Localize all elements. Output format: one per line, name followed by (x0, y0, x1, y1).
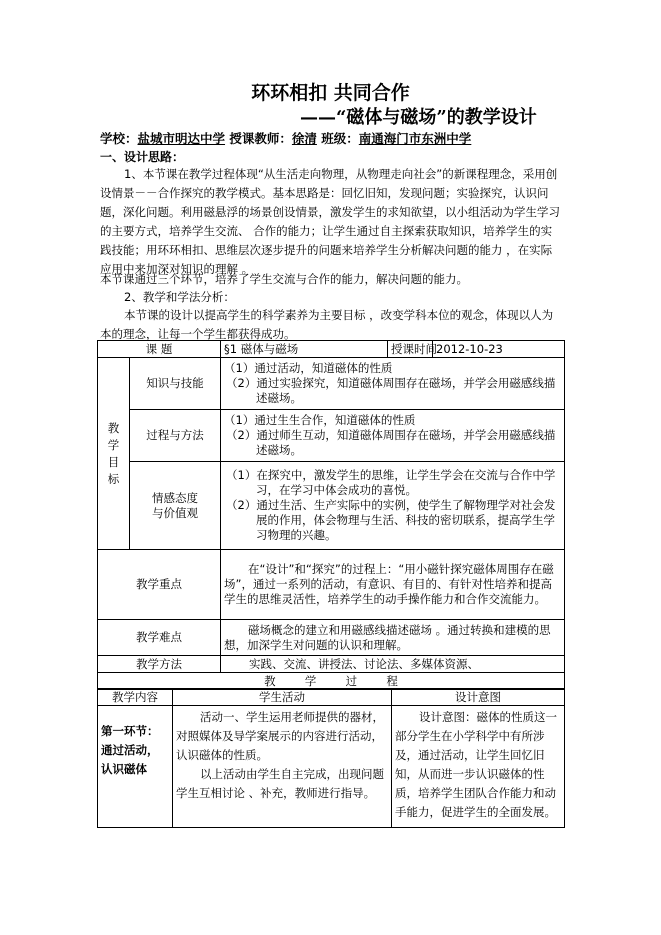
goal-items: （1）在探究中，激发学生的思维，让学生学会在交流与合作中学习，在学习中体会成功的喜悦。 （2）通过生活、生产实际中的实例，使学生了解物理学对社会发展的作用，体会物理与生活、科技的密切联系，提高学生学习物理的兴趣。 (221, 462, 565, 550)
table-row (98, 358, 565, 410)
table-row (98, 656, 565, 673)
teacher-label: 授课教师： (229, 131, 292, 146)
teacher-name: 徐清 (291, 131, 317, 146)
paragraph-summary: 本节课通过三个环节，培养了学生交流与合作的能力，解决问题的能力。 (100, 272, 468, 286)
table-row (98, 550, 565, 620)
key-label: 教学重点 (98, 550, 221, 620)
content-cell: 第一环节：通过活动，认识磁体 (98, 706, 173, 828)
table-row (98, 673, 565, 690)
method-label: 教学方法 (98, 656, 221, 673)
lesson-plan-table (97, 340, 565, 690)
table-row (98, 410, 565, 462)
difficulty-value: 磁场概念的建立和用磁感线描述磁场 。通过转换和建模的思想，加深学生对问题的认识和理解。 (221, 620, 565, 656)
column-header: 学生活动 (173, 689, 392, 706)
goal-category-label: 情感态度 与价值观 (130, 462, 221, 550)
paragraph-analysis: 本节课的设计以提高学生的科学素养为主要目标 ，改变学科本位的观念，体现以人为本的理念，让每一个学生都获得成功。 (100, 308, 554, 341)
table-row (98, 620, 565, 656)
table-row (98, 462, 565, 550)
key-value: 在“设计”和“探究”的过程上：“用小磁针探究磁体周围存在磁场”，通过一系列的活动，有意识、有目的、有针对性培养和提高学生的思维灵活性，培养学生的动手操作能力和合作交流能力。 (221, 550, 565, 620)
document-subtitle: ——“磁体与磁场”的教学设计 (300, 107, 537, 128)
difficulty-label: 教学难点 (98, 620, 221, 656)
section-heading: 一、设计思路： (100, 150, 185, 164)
school-label: 学校： (100, 131, 138, 146)
goal-items: （1）通过生生合作，知道磁体的性质 （2）通过师生互动，知道磁体周围存在磁场，并学会用磁感线描述磁场。 (221, 410, 565, 462)
intent-cell: 设计意图：磁体的性质这一部分学生在小学科学中有所涉及，通过活动，让学生回忆旧知，从而进一步认识磁体的性质，培养学生团队合作能力和动手能力，促进学生的全面发展。 (392, 706, 565, 828)
time-label: 授课时间 (388, 341, 433, 358)
table-row (98, 706, 565, 828)
topic-label: 课 题 (98, 341, 221, 358)
column-header: 设计意图 (392, 689, 565, 706)
method-value: 实践、交流、讲授法、讨论法、多媒体资源、 (221, 656, 565, 673)
topic-value: §1 磁体与磁场 (221, 341, 388, 358)
info-line (100, 129, 471, 147)
table-row (98, 341, 565, 358)
school-name: 盐城市明达中学 (137, 131, 226, 146)
goal-category-label: 知识与技能 (130, 358, 221, 410)
goal-items: （1）通过活动，知道磁体的性质 （2）通过实验探究，知道磁体周围存在磁场，并学会用磁感线描述磁场。 (221, 358, 565, 410)
table-header-row (98, 689, 565, 706)
goal-label: 教学目标 (98, 358, 130, 550)
paragraph-design-idea: 1、本节课在教学过程体现“从生活走向物理，从物理走向社会”的新课程理念，采用创设情景－－合作探究的教学模式。基本思路是：回忆旧知，发现问题；实验探究，认识问题，深化问题。利用磁悬浮的场景创设情景，激发学生的求知欲望，以小组活动为学生学习的主要方式，培养学生交流、 合作的能力；让学生通过自主探索获取知识，培养学生的实践技能；用环环相扣、思维层次逐步提升的问题来培养学生分析解决问题的能力 ，在实际应用中来加深对知识的理解 。 (100, 167, 560, 276)
process-table (97, 688, 565, 828)
paragraph-analysis-heading: 2、教学和学法分析： (124, 290, 235, 304)
column-header: 教学内容 (98, 689, 173, 706)
document-title: 环环相扣 共同合作 (251, 82, 410, 104)
goal-category-label: 过程与方法 (130, 410, 221, 462)
class-label: 班级： (321, 131, 359, 146)
class-name: 南通海门市东洲中学 (358, 131, 472, 146)
time-value: 2012-10-23 (433, 341, 565, 358)
process-label: 教 学 过 程 (98, 673, 565, 690)
activity-cell: 活动一、学生运用老师提供的器材，对照媒体及导学案展示的内容进行活动，认识磁体的性质。 以上活动由学生自主完成，出现问题学生互相讨论 、补充，教师进行指导。 (173, 706, 392, 828)
